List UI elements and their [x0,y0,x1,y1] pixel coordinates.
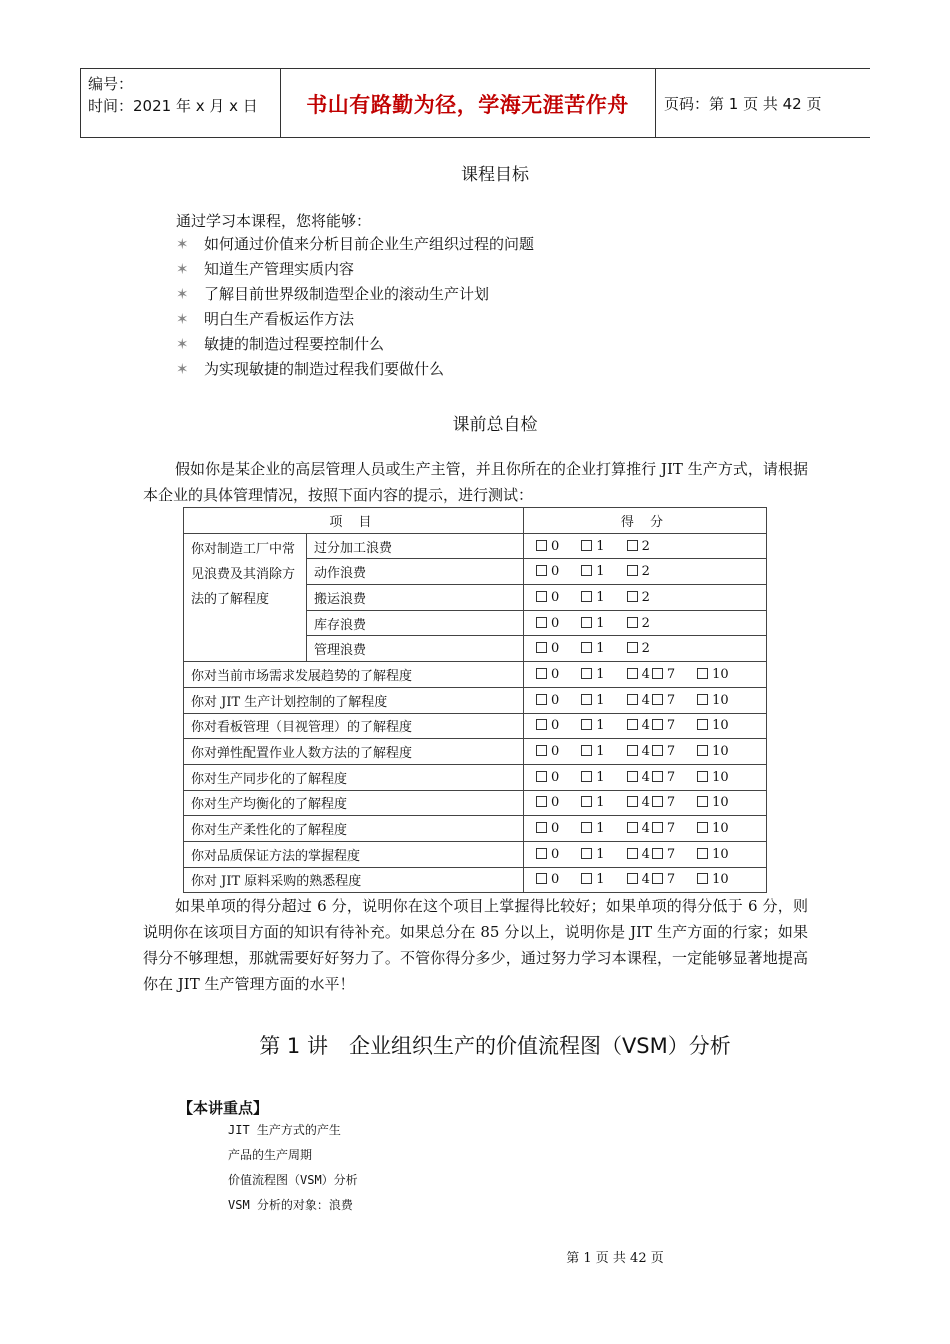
star-bullet-icon: ✶ [176,360,189,378]
score-options [524,610,767,636]
score-option[interactable] [536,616,559,631]
score-option[interactable] [627,641,650,656]
table-row [184,533,767,559]
checkbox-icon[interactable] [627,565,638,576]
score-options [524,687,767,713]
score-value: 2 [641,589,650,605]
checkbox-icon[interactable] [581,565,592,576]
score-value: 4 [641,666,650,682]
waste-item-cell: 过分加工浪费 [307,533,524,559]
checkbox-icon[interactable] [581,694,592,705]
selfcheck-conclusion: 如果单项的得分超过 6 分，说明你在这个项目上掌握得比较好；如果单项的得分低于 6 分，则说明你在该项目方面的知识有待补充。如果总分在 85 分以上，说明你是 JIT 生产方面的行家；如果得分不够理想，那就需要好好努力了。不管你得分多少，通过努力学习本课程，一定能够显著地提高你在 JIT 生产管理方面的水平！ [143,897,808,993]
score-option[interactable] [536,590,559,605]
score-value: 4 [641,692,650,708]
score-value: 7 [666,666,676,682]
score-option[interactable] [536,744,559,759]
checkbox-icon[interactable] [627,873,638,884]
score-value: 1 [596,564,605,580]
table-row [184,867,767,893]
score-option[interactable] [697,821,729,836]
score-options [524,764,767,790]
objective-item [176,232,534,257]
checkbox-icon[interactable] [627,848,638,859]
checkbox-icon[interactable] [627,694,638,705]
score-value: 7 [666,846,676,862]
score-option[interactable] [652,718,675,733]
checkbox-icon[interactable] [536,745,547,756]
waste-category-cell: 你对制造工厂中常见浪费及其消除方法的了解程度 [184,533,307,661]
score-value: 1 [596,821,605,837]
table-row [184,816,767,842]
score-option[interactable] [697,770,729,785]
score-value: 7 [666,692,676,708]
score-value: 0 [551,872,560,888]
table-row [184,790,767,816]
checkbox-icon[interactable] [581,771,592,782]
checkbox-icon[interactable] [536,540,547,551]
checkbox-icon[interactable] [697,694,708,705]
score-option[interactable] [581,693,604,708]
objectives-intro: 通过学习本课程，您将能够： [176,212,372,230]
header-page-info: 页码：第 1 页 共 42 页 [664,95,822,113]
objective-text: 了解目前世界级制造型企业的滚动生产计划 [204,285,490,303]
survey-item-cell: 你对生产同步化的了解程度 [184,764,524,790]
objective-text: 明白生产看板运作方法 [204,310,355,328]
score-option[interactable] [536,795,559,810]
checkbox-icon[interactable] [627,617,638,628]
header-motto: 书山有路勤为径，学海无涯苦作舟 [306,93,629,117]
star-bullet-icon: ✶ [176,310,189,328]
score-value: 2 [641,641,650,657]
score-option[interactable] [536,770,559,785]
checkbox-icon[interactable] [536,873,547,884]
objectives-title: 课程目标 [461,165,529,185]
score-option[interactable] [652,693,675,708]
checkbox-icon[interactable] [697,822,708,833]
score-value: 2 [641,615,650,631]
selfcheck-title: 课前总自检 [452,415,538,435]
star-bullet-icon: ✶ [176,335,189,353]
score-value: 0 [551,666,560,682]
survey-item-cell: 你对生产均衡化的了解程度 [184,790,524,816]
score-option[interactable] [581,872,604,887]
table-header-row [184,508,767,534]
waste-item-cell: 库存浪费 [307,610,524,636]
score-value: 0 [551,795,560,811]
checkbox-icon[interactable] [697,796,708,807]
checkbox-icon[interactable] [536,822,547,833]
score-option[interactable] [581,795,604,810]
survey-item-cell: 你对生产柔性化的了解程度 [184,816,524,842]
table-row [184,764,767,790]
checkbox-icon[interactable] [627,822,638,833]
score-option[interactable] [697,718,729,733]
checkbox-icon[interactable] [581,719,592,730]
star-bullet-icon: ✶ [176,235,189,253]
score-option[interactable] [697,847,729,862]
score-value: 0 [551,744,560,760]
score-option[interactable] [627,616,650,631]
survey-item-cell: 你对 JIT 生产计划控制的了解程度 [184,687,524,713]
objective-text: 敏捷的制造过程要控制什么 [204,335,385,353]
checkbox-icon[interactable] [652,745,663,756]
checkbox-icon[interactable] [627,719,638,730]
score-options [524,867,767,893]
score-value: 0 [551,615,560,631]
score-value: 0 [551,641,560,657]
score-options [524,662,767,688]
checkbox-icon[interactable] [697,668,708,679]
score-value: 1 [596,615,605,631]
score-option[interactable] [627,821,650,836]
star-bullet-icon: ✶ [176,285,189,303]
score-option[interactable] [581,616,604,631]
checkbox-icon[interactable] [536,565,547,576]
score-value: 1 [596,744,605,760]
score-value: 1 [596,795,605,811]
checkbox-icon[interactable] [581,642,592,653]
objective-text: 为实现敏捷的制造过程我们要做什么 [204,360,445,378]
chapter-title: 第 1 讲 企业组织生产的价值流程图（VSM）分析 [259,1034,731,1058]
header-divider-2 [655,69,656,137]
key-point-item: JIT 生产方式的产生 [228,1123,341,1137]
score-value: 2 [641,538,650,554]
checkbox-icon[interactable] [697,719,708,730]
checkbox-icon[interactable] [627,796,638,807]
score-value: 0 [551,589,560,605]
checkbox-icon[interactable] [627,540,638,551]
page-header [80,68,870,138]
checkbox-icon[interactable] [581,617,592,628]
score-option[interactable] [627,693,650,708]
score-option[interactable] [697,872,729,887]
checkbox-icon[interactable] [652,719,663,730]
score-options [524,713,767,739]
checkbox-icon[interactable] [536,694,547,705]
score-value: 0 [551,538,560,554]
score-option[interactable] [536,847,559,862]
score-option[interactable] [627,590,650,605]
checkbox-icon[interactable] [536,617,547,628]
checkbox-icon[interactable] [536,771,547,782]
score-option[interactable] [536,872,559,887]
score-value: 10 [712,846,729,862]
score-value: 1 [596,589,605,605]
score-value: 1 [596,538,605,554]
score-option[interactable] [652,872,675,887]
score-value: 0 [551,692,560,708]
score-value: 4 [641,846,650,862]
header-item: 项 目 [184,508,524,534]
score-value: 10 [712,769,729,785]
waste-item-cell: 搬运浪费 [307,585,524,611]
score-options [524,790,767,816]
score-option[interactable] [581,564,604,579]
checkbox-icon[interactable] [581,540,592,551]
score-options [524,841,767,867]
checkbox-icon[interactable] [652,822,663,833]
waste-item-cell: 动作浪费 [307,559,524,585]
key-points-label: 【本讲重点】 [178,1099,269,1117]
key-point-item: 价值流程图（VSM）分析 [228,1173,358,1187]
score-value: 10 [712,821,729,837]
table-row [184,739,767,765]
score-value: 4 [641,821,650,837]
checkbox-icon[interactable] [581,591,592,602]
checkbox-icon[interactable] [536,668,547,679]
score-value: 4 [641,718,650,734]
score-value: 7 [666,795,676,811]
score-option[interactable] [536,539,559,554]
checkbox-icon[interactable] [697,745,708,756]
checkbox-icon[interactable] [627,642,638,653]
score-option[interactable] [697,693,729,708]
star-bullet-icon: ✶ [176,260,189,278]
checkbox-icon[interactable] [581,873,592,884]
score-option[interactable] [697,667,729,682]
key-point-item: 产品的生产周期 [228,1148,313,1162]
selfcheck-intro: 假如你是某企业的高层管理人员或生产主管，并且你所在的企业打算推行 JIT 生产方式，请根据本企业的具体管理情况，按照下面内容的提示，进行测试： [143,460,808,504]
score-option[interactable] [627,770,650,785]
checkbox-icon[interactable] [652,848,663,859]
score-option[interactable] [652,770,675,785]
table-row [184,662,767,688]
score-value: 0 [551,846,560,862]
table-row [184,713,767,739]
checkbox-icon[interactable] [627,771,638,782]
checkbox-icon[interactable] [627,745,638,756]
score-value: 10 [712,744,729,760]
checkbox-icon[interactable] [581,668,592,679]
checkbox-icon[interactable] [652,771,663,782]
checkbox-icon[interactable] [652,668,663,679]
score-value: 10 [712,692,729,708]
page-footer: 第 1 页 共 42 页 [566,1251,664,1266]
score-option[interactable] [581,744,604,759]
score-value: 7 [666,821,676,837]
checkbox-icon[interactable] [697,873,708,884]
objective-text: 知道生产管理实质内容 [204,260,355,278]
checkbox-icon[interactable] [536,642,547,653]
score-option[interactable] [581,641,604,656]
header-border-left [80,69,81,137]
score-option[interactable] [536,821,559,836]
checkbox-icon[interactable] [697,771,708,782]
score-value: 10 [712,795,729,811]
score-option[interactable] [536,718,559,733]
number-label: 编号： [88,75,134,93]
score-option[interactable] [581,821,604,836]
score-option[interactable] [536,693,559,708]
score-value: 4 [641,795,650,811]
waste-item-cell: 管理浪费 [307,636,524,662]
checkbox-icon[interactable] [536,591,547,602]
survey-item-cell: 你对当前市场需求发展趋势的了解程度 [184,662,524,688]
score-option[interactable] [697,744,729,759]
score-option[interactable] [627,667,650,682]
score-value: 10 [712,718,729,734]
score-options [524,816,767,842]
score-options [524,636,767,662]
score-option[interactable] [627,744,650,759]
score-option[interactable] [652,744,675,759]
score-value: 1 [596,718,605,734]
score-value: 1 [596,692,605,708]
checkbox-icon[interactable] [627,591,638,602]
score-option[interactable] [627,564,650,579]
objective-item [176,257,354,282]
checkbox-icon[interactable] [536,848,547,859]
score-value: 0 [551,769,560,785]
score-value: 4 [641,744,650,760]
checkbox-icon[interactable] [581,848,592,859]
table-row [184,687,767,713]
score-option[interactable] [652,795,675,810]
survey-item-cell: 你对品质保证方法的掌握程度 [184,841,524,867]
checkbox-icon[interactable] [627,668,638,679]
score-option[interactable] [536,667,559,682]
objective-item [176,282,489,307]
key-point-item: VSM 分析的对象：浪费 [228,1198,353,1212]
score-option[interactable] [627,539,650,554]
score-value: 4 [641,872,650,888]
header-score: 得 分 [524,508,767,534]
score-options [524,739,767,765]
checkbox-icon[interactable] [652,694,663,705]
score-option[interactable] [697,795,729,810]
score-option[interactable] [652,821,675,836]
score-value: 7 [666,744,676,760]
score-value: 1 [596,846,605,862]
score-option[interactable] [652,847,675,862]
checkbox-icon[interactable] [581,745,592,756]
score-option[interactable] [581,590,604,605]
score-value: 1 [596,769,605,785]
score-value: 10 [712,872,729,888]
survey-item-cell: 你对 JIT 原料采购的熟悉程度 [184,867,524,893]
score-option[interactable] [581,667,604,682]
score-option[interactable] [627,718,650,733]
score-option[interactable] [581,718,604,733]
time-label: 时间：2021 年 x 月 x 日 [88,97,258,115]
score-value: 7 [666,769,676,785]
survey-table [183,507,767,893]
objective-item [176,332,384,357]
checkbox-icon[interactable] [652,796,663,807]
survey-item-cell: 你对看板管理（目视管理）的了解程度 [184,713,524,739]
score-option[interactable] [627,795,650,810]
objective-text: 如何通过价值来分析目前企业生产组织过程的问题 [204,235,535,253]
score-value: 1 [596,872,605,888]
score-option[interactable] [581,770,604,785]
header-meta [88,73,258,117]
score-option[interactable] [581,847,604,862]
score-value: 7 [666,718,676,734]
score-value: 10 [712,666,729,682]
score-option[interactable] [627,847,650,862]
score-value: 7 [666,872,676,888]
score-option[interactable] [652,667,675,682]
score-options [524,559,767,585]
score-option[interactable] [627,872,650,887]
checkbox-icon[interactable] [581,796,592,807]
checkbox-icon[interactable] [581,822,592,833]
score-options [524,585,767,611]
checkbox-icon[interactable] [536,796,547,807]
checkbox-icon[interactable] [697,848,708,859]
score-value: 0 [551,718,560,734]
objective-item [176,307,354,332]
score-option[interactable] [536,564,559,579]
objective-item [176,357,444,382]
checkbox-icon[interactable] [652,873,663,884]
score-options [524,533,767,559]
survey-item-cell: 你对弹性配置作业人数方法的了解程度 [184,739,524,765]
score-value: 0 [551,821,560,837]
score-value: 1 [596,641,605,657]
score-option[interactable] [581,539,604,554]
score-option[interactable] [536,641,559,656]
score-value: 4 [641,769,650,785]
checkbox-icon[interactable] [536,719,547,730]
score-value: 2 [641,564,650,580]
score-value: 0 [551,564,560,580]
table-row [184,841,767,867]
score-value: 1 [596,666,605,682]
